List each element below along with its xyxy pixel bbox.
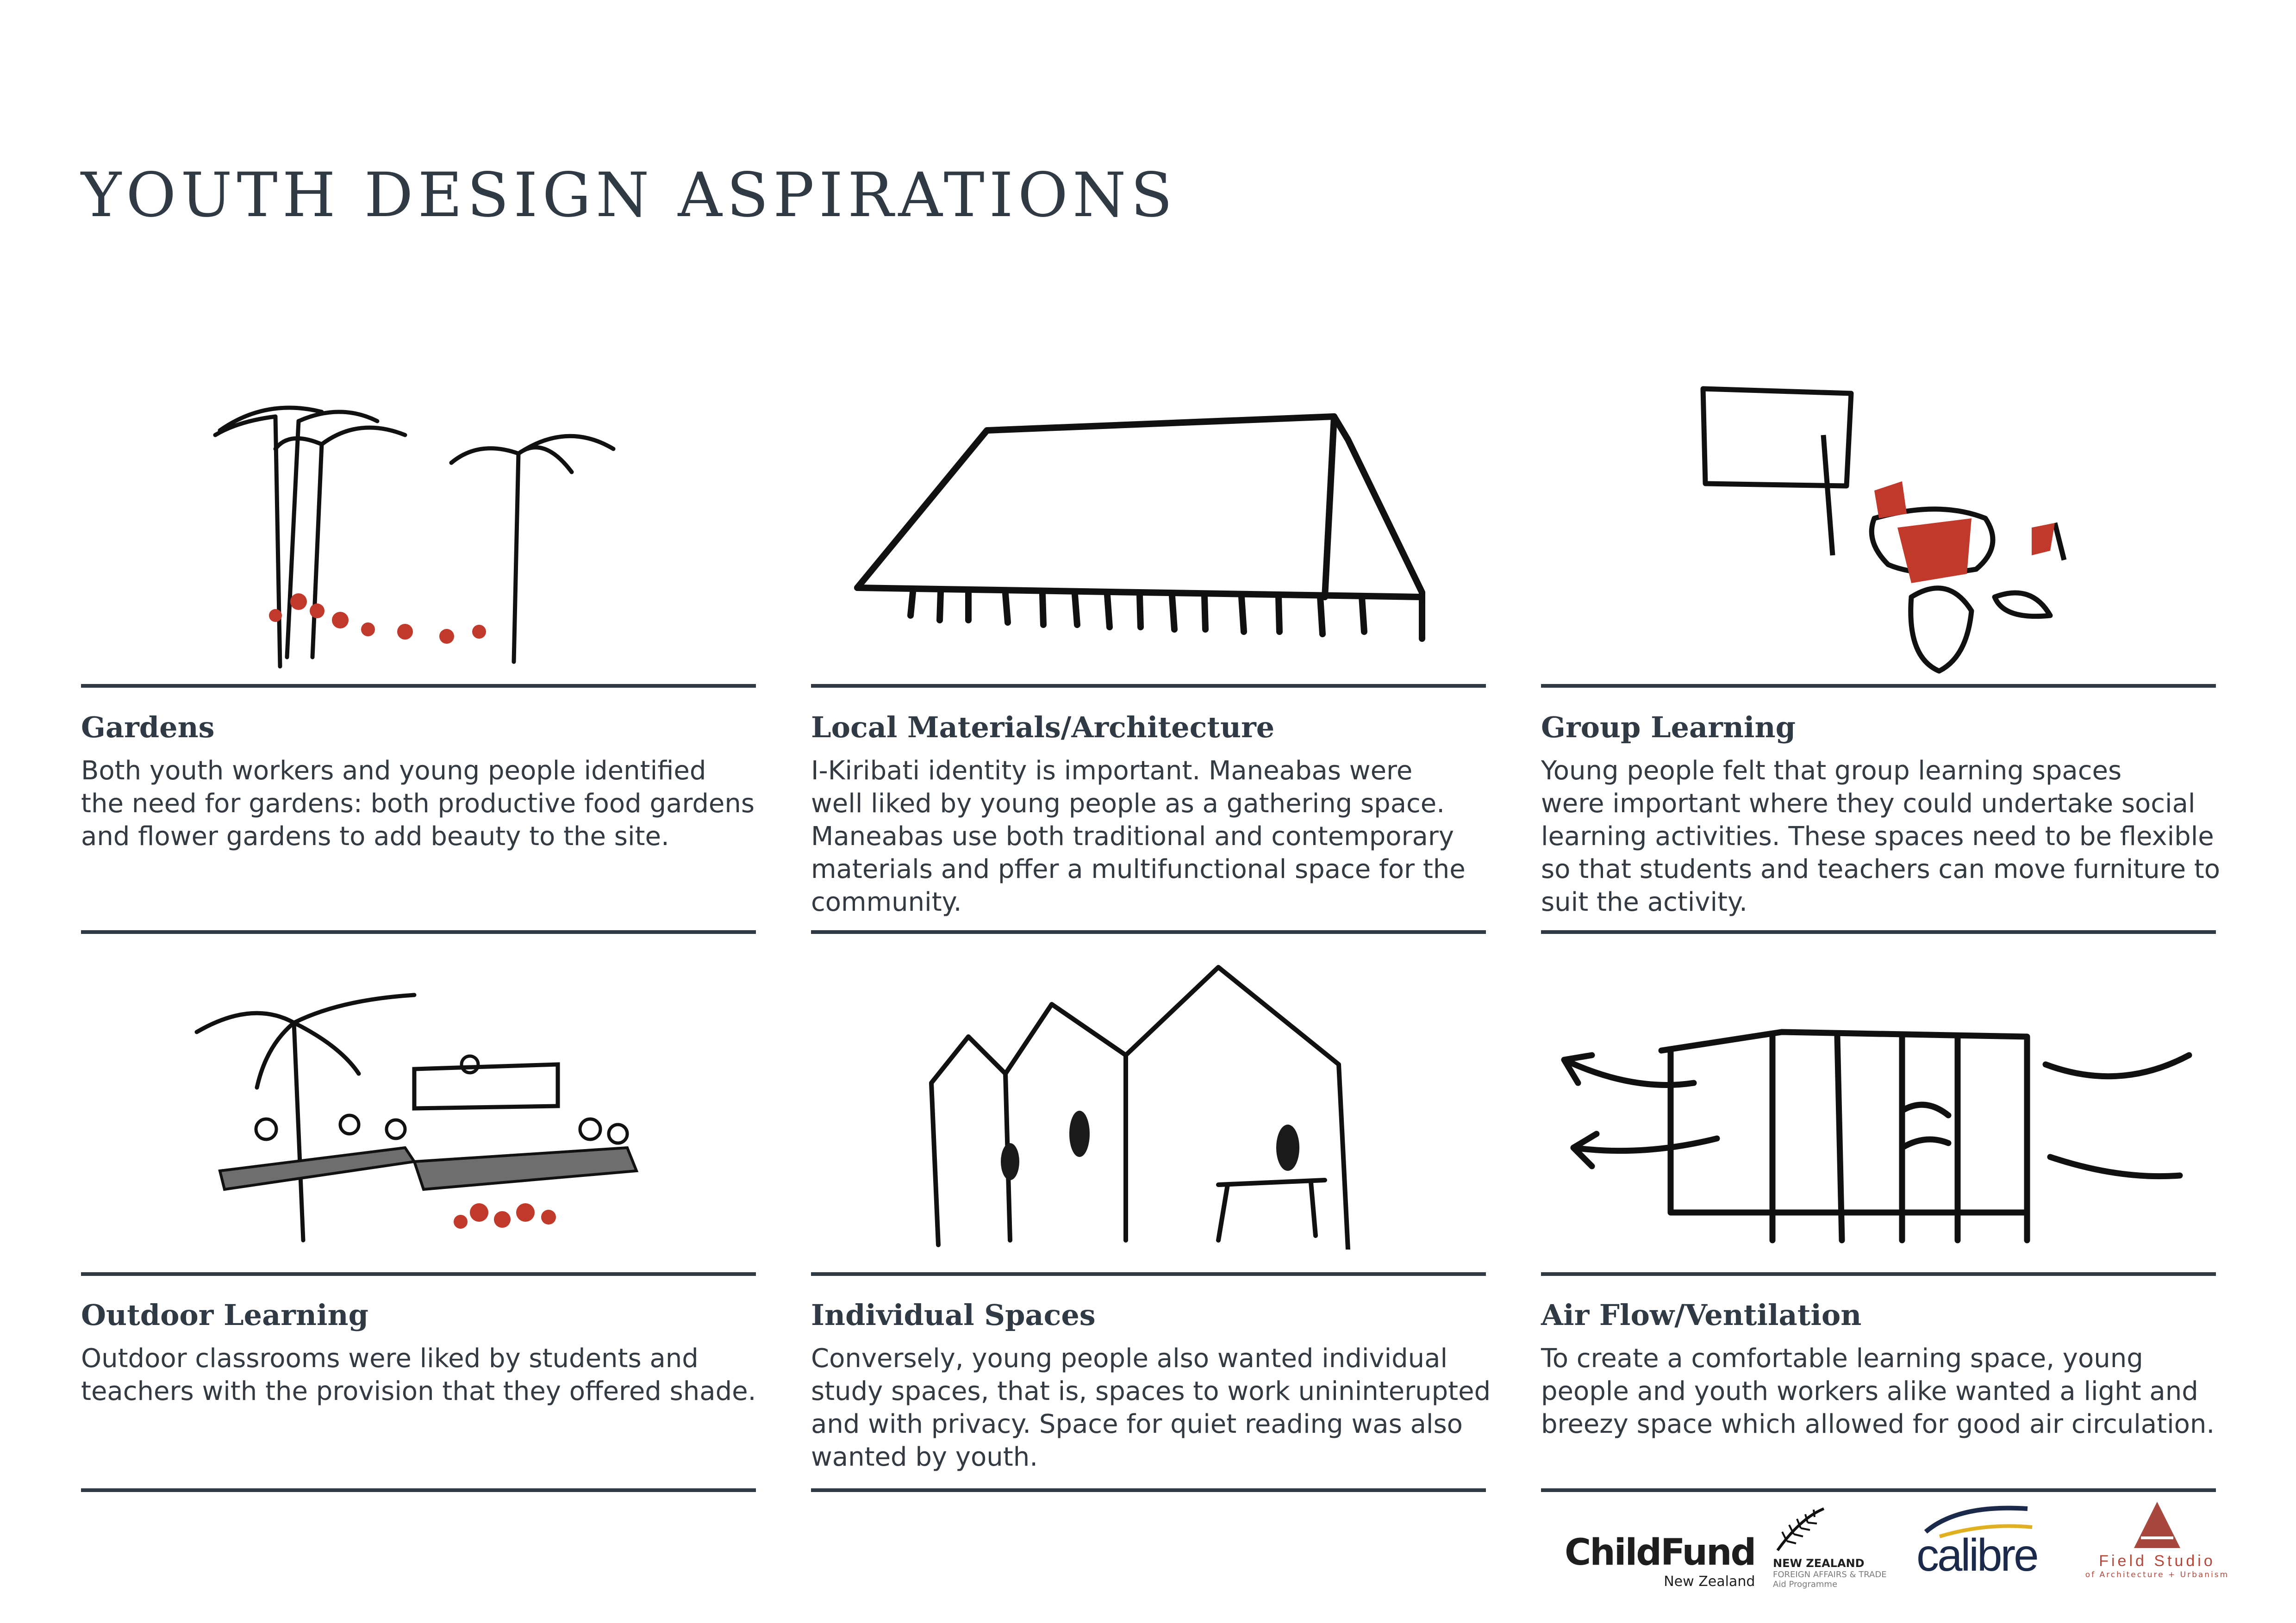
field-studio-logo: Field Studio of Architecture + Urbanism [2074,1499,2240,1579]
card-body-outdoor-learning: Outdoor classrooms were liked by students and teachers with the provision that they offered shade. [81,1343,756,1406]
card-body-air-flow: To create a comfortable learning space, young people and youth workers alike wanted a light and breezy space which allowed for good air circulation. [1541,1343,2215,1439]
card-title-gardens: Gardens [81,710,215,744]
divider [81,1272,756,1276]
page-title: YOUTH DESIGN ASPIRATIONS [81,160,1177,231]
card-title-air-flow: Air Flow/Ventilation [1541,1298,1862,1332]
air-flow-sketch [1541,953,2216,1250]
divider [811,684,1486,688]
card-body-group-learning: Young people felt that group learning spaces were important where they could undertake social learning activities. These spaces need to be flexible so that students and teachers can move furniture to suit the activity. [1541,756,2221,917]
divider [811,1272,1486,1276]
divider [81,1488,756,1492]
card-title-group-learning: Group Learning [1541,710,1796,744]
divider [811,930,1486,934]
outdoor-learning-sketch [81,953,756,1250]
divider [811,1488,1486,1492]
gardens-sketch [81,379,756,676]
card-title-outdoor-learning: Outdoor Learning [81,1298,368,1332]
nz-aid-logo: NEW ZEALAND FOREIGN AFFAIRS & TRADE Aid Programme [1773,1504,1893,1589]
fern-icon [1773,1504,1828,1555]
divider [1541,684,2216,688]
divider [1541,930,2216,934]
divider [1541,1488,2216,1492]
card-body-gardens: Both youth workers and young people identified the need for gardens: both productive food gardens and flower gardens to add beauty to the site. [81,756,755,852]
divider [81,930,756,934]
childfund-logo: ChildFund New Zealand [1565,1532,1755,1590]
card-title-local-materials: Local Materials/Architecture [811,710,1275,744]
maneaba-sketch [811,379,1486,676]
field-studio-triangle-icon [2132,1499,2183,1550]
divider [81,684,756,688]
individual-spaces-sketch [811,953,1486,1250]
divider [1541,1272,2216,1276]
card-title-individual-spaces: Individual Spaces [811,1298,1096,1332]
partner-logos [1565,1495,2236,1611]
card-body-local-materials: I-Kiribati identity is important. Maneabas were well liked by young people as a gathering space. Maneabas use both traditional and contemporary materials and pffer a multifunctional space for the community. [811,756,1466,917]
group-learning-sketch [1541,379,2216,676]
calibre-logo: calibre [1916,1504,2055,1581]
card-body-individual-spaces: Conversely, young people also wanted individual study spaces, that is, spaces to work unininterupted and with privacy. Space for quiet reading was also wanted by youth. [811,1343,1491,1472]
